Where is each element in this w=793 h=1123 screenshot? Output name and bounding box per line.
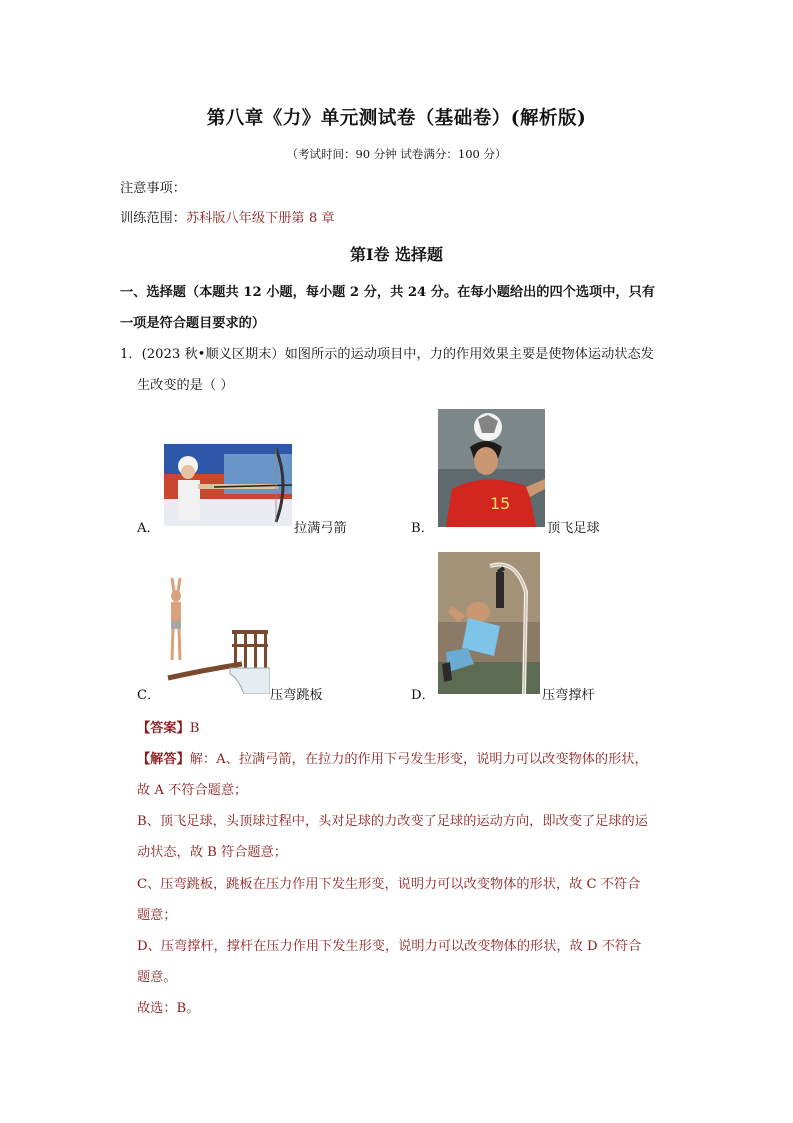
- analysis-line-7: D、压弯撑杆，撑杆在压力作用下发生形变，说明力可以改变物体的形状，故 D 不符合: [137, 939, 642, 954]
- notes-label: 注意事项：: [120, 181, 186, 196]
- question-stem-line-2: 生改变的是（ ）: [137, 378, 234, 393]
- analysis-line-3: B、顶飞足球，头顶球过程中，头对足球的力改变了足球的运动方向，即改变了足球的运: [137, 814, 648, 829]
- option-c-label: 压弯跳板: [270, 688, 323, 703]
- option-a-label: 拉满弓箭: [294, 521, 347, 536]
- analysis-line-6: 题意；: [137, 908, 177, 923]
- diving-board-image: [164, 574, 270, 694]
- analysis-tag: 【解答】: [137, 752, 190, 767]
- analysis-line-1: [137, 748, 648, 767]
- svg-text:15: 15: [490, 494, 511, 513]
- option-a-letter: A．: [137, 521, 160, 536]
- option-b-letter: B．: [411, 521, 434, 536]
- option-d-letter: D．: [411, 688, 435, 703]
- analysis-line-5: C、压弯跳板，跳板在压力作用下发生形变，说明力可以改变物体的形状，故 C 不符合: [137, 877, 641, 892]
- section-title: 第Ⅰ卷 选择题: [349, 245, 444, 264]
- option-b-label: 顶飞足球: [547, 521, 600, 536]
- analysis-line-9: 故选：B。: [137, 1001, 200, 1016]
- pole-vault-image: [438, 552, 540, 694]
- answer-value: B: [189, 721, 200, 736]
- analysis-line-8: 题意。: [137, 970, 177, 985]
- document-title: 第八章《力》单元测试卷（基础卷）(解析版): [206, 108, 587, 129]
- part-intro-line-1: 一、选择题（本题共 12 小题，每小题 2 分，共 24 分。在每小题给出的四个选项中，只有: [120, 285, 655, 300]
- scope-line: [120, 207, 335, 226]
- archery-image: [164, 444, 292, 526]
- football-header-image: [438, 409, 545, 527]
- option-d-label: 压弯撑杆: [542, 688, 595, 703]
- analysis-text: 解：A、拉满弓箭，在拉力的作用下弓发生形变，说明力可以改变物体的形状，: [189, 752, 648, 767]
- answer-tag: 【答案】: [137, 721, 190, 736]
- analysis-line-4: 动状态，故 B 符合题意；: [137, 845, 287, 860]
- exam-info: （考试时间：90 分钟 试卷满分：100 分）: [286, 147, 507, 161]
- part-intro-line-2: 一项是符合题目要求的）: [120, 316, 266, 331]
- question-stem-line-1: 1．(2023 秋•顺义区期末）如图所示的运动项目中，力的作用效果主要是使物体运动状态发: [120, 347, 654, 362]
- scope-value: 苏科版八年级下册第 8 章: [185, 211, 335, 226]
- option-c-letter: C．: [137, 688, 161, 703]
- analysis-line-2: 故 A 不符合题意；: [137, 783, 248, 798]
- answer-line: [137, 717, 199, 736]
- scope-label: 训练范围：: [120, 211, 186, 226]
